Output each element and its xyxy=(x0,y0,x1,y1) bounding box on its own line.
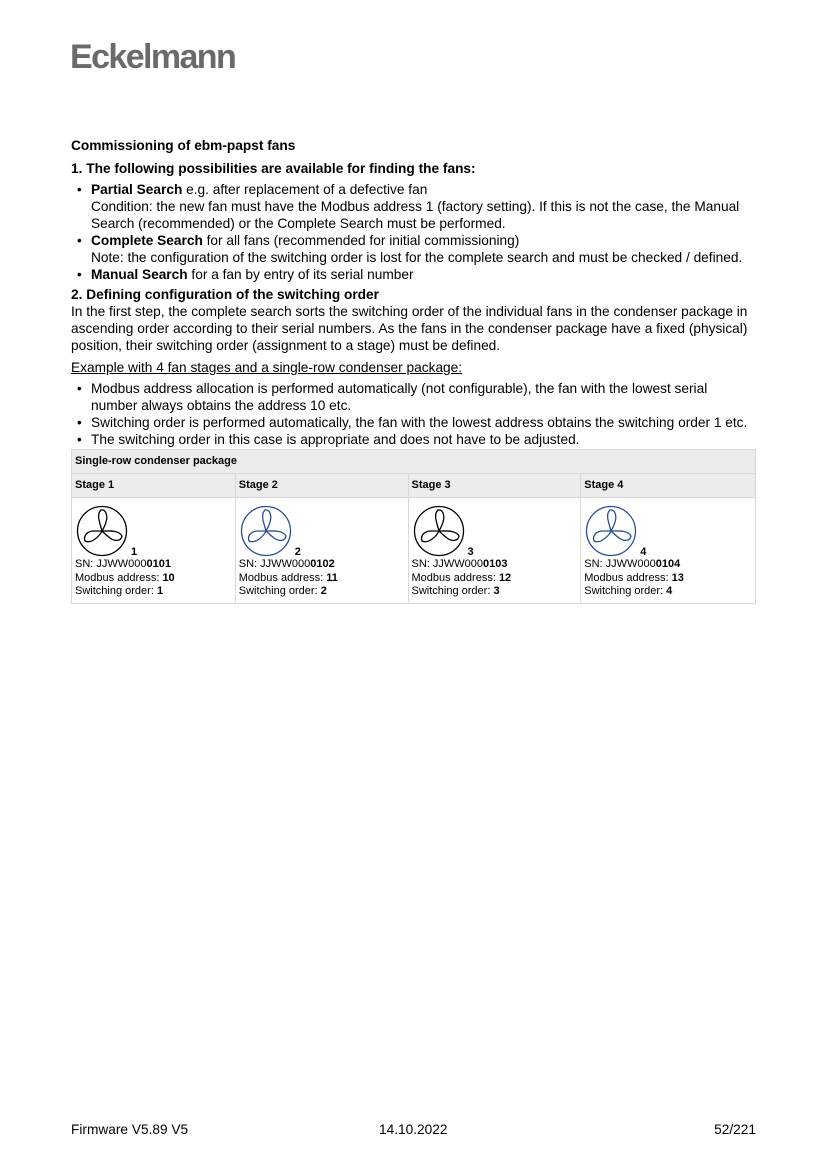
complete-search-label: Complete Search xyxy=(91,233,203,248)
stage-header: Stage 1 xyxy=(72,474,236,498)
fan-icon xyxy=(75,504,129,558)
company-logo: Eckelmann xyxy=(70,38,236,76)
modbus-value: 11 xyxy=(326,571,338,584)
modbus-value: 12 xyxy=(498,571,512,584)
list-item: • Switching order is performed automatically, the fan with the lowest address obtains the switching order 1 etc. xyxy=(71,414,757,431)
modbus-address xyxy=(75,572,232,586)
list-item: • The switching order in this case is appropriate and does not have to be adjusted. xyxy=(71,431,757,448)
example-bullets xyxy=(71,380,757,448)
serial-number xyxy=(239,558,405,572)
step2-heading: 2. Defining configuration of the switching order xyxy=(71,287,379,302)
modbus-address xyxy=(412,572,578,586)
step1-heading: 1. The following possibilities are available for finding the fans: xyxy=(71,161,476,176)
search-options-list xyxy=(71,181,757,283)
stage-header: Stage 3 xyxy=(408,474,581,498)
complete-search-text: for all fans (recommended for initial commissioning) xyxy=(202,233,520,248)
complete-search-note: Note: the configuration of the switching order is lost for the complete search and must be checked / defined. xyxy=(91,250,743,265)
modbus-label: Modbus address: xyxy=(411,571,499,584)
stage-cell xyxy=(72,498,236,604)
list-item: • Modbus address allocation is performed automatically (not configurable), the fan with the lowest serial number always obtains the address 10 etc. xyxy=(71,380,757,414)
modbus-value: 13 xyxy=(671,571,684,584)
section-title: Commissioning of ebm-papst fans xyxy=(71,138,296,153)
fan-icon xyxy=(584,504,638,558)
sn-suffix: 0103 xyxy=(483,558,508,570)
modbus-label: Modbus address: xyxy=(75,571,163,584)
modbus-address xyxy=(584,572,752,586)
fan-number: 4 xyxy=(640,546,647,559)
fan-number: 1 xyxy=(131,546,138,559)
partial-search-condition: Condition: the new fan must have the Modbus address 1 (factory setting). If this is not the case, the Manual Search (recommended) or the Complete Search must be performed. xyxy=(91,199,740,231)
modbus-label: Modbus address: xyxy=(584,571,672,584)
sn-label: SN: JJWW000 xyxy=(238,558,311,570)
serial-number xyxy=(75,558,232,572)
fan-number: 2 xyxy=(294,546,301,559)
order-label: Switching order: xyxy=(411,585,494,598)
fan-number: 3 xyxy=(467,546,474,559)
example-heading: Example with 4 fan stages and a single-row condenser package: xyxy=(71,360,463,375)
order-label: Switching order: xyxy=(75,585,157,598)
serial-number xyxy=(412,558,578,572)
stage-cell xyxy=(408,498,581,604)
partial-search-text: e.g. after replacement of a defective fan xyxy=(182,182,428,197)
partial-search-label: Partial Search xyxy=(91,182,183,197)
stage-header: Stage 2 xyxy=(235,474,408,498)
order-value: 2 xyxy=(320,585,327,598)
order-label: Switching order: xyxy=(584,585,667,598)
sn-suffix: 0104 xyxy=(655,558,681,570)
stage-cell xyxy=(235,498,408,604)
sn-suffix: 0101 xyxy=(146,558,171,570)
footer-date: 14.10.2022 xyxy=(379,1122,448,1137)
order-label: Switching order: xyxy=(238,585,321,598)
order-value: 4 xyxy=(666,585,673,598)
order-value: 1 xyxy=(156,585,164,598)
stage-cell xyxy=(581,498,756,604)
list-item-partial-search xyxy=(71,181,757,232)
list-item-manual-search xyxy=(71,266,757,283)
switching-order xyxy=(239,585,405,599)
list-item-complete-search xyxy=(71,232,757,266)
table-caption: Single-row condenser package xyxy=(72,450,756,474)
fan-icon xyxy=(239,504,293,558)
footer-firmware: Firmware V5.89 V5 xyxy=(71,1122,189,1137)
sn-label: SN: JJWW000 xyxy=(411,558,484,570)
modbus-label: Modbus address: xyxy=(238,571,327,584)
serial-number xyxy=(584,558,752,572)
switching-order xyxy=(412,585,578,599)
modbus-value: 10 xyxy=(162,571,175,584)
main-content xyxy=(71,135,757,604)
manual-search-label: Manual Search xyxy=(91,267,188,282)
step2-paragraph: In the first step, the complete search sorts the switching order of the individual fans in the condenser package in ascending order according to their serial numbers. As the fans in the condenser package have a fixed (physical) position, their switching order (assignment to a stage) must be defined. xyxy=(71,304,748,353)
stage-header: Stage 4 xyxy=(581,474,756,498)
fan-icon xyxy=(412,504,466,558)
manual-search-text: for a fan by entry of its serial number xyxy=(187,267,414,282)
order-value: 3 xyxy=(493,585,500,598)
condenser-package-table xyxy=(71,449,756,604)
switching-order xyxy=(75,585,232,599)
footer-page-number: 52/221 xyxy=(714,1122,756,1137)
sn-suffix: 0102 xyxy=(310,558,335,570)
modbus-address xyxy=(239,572,405,586)
sn-label: SN: JJWW000 xyxy=(75,558,147,570)
switching-order xyxy=(584,585,752,599)
sn-label: SN: JJWW000 xyxy=(584,558,656,570)
